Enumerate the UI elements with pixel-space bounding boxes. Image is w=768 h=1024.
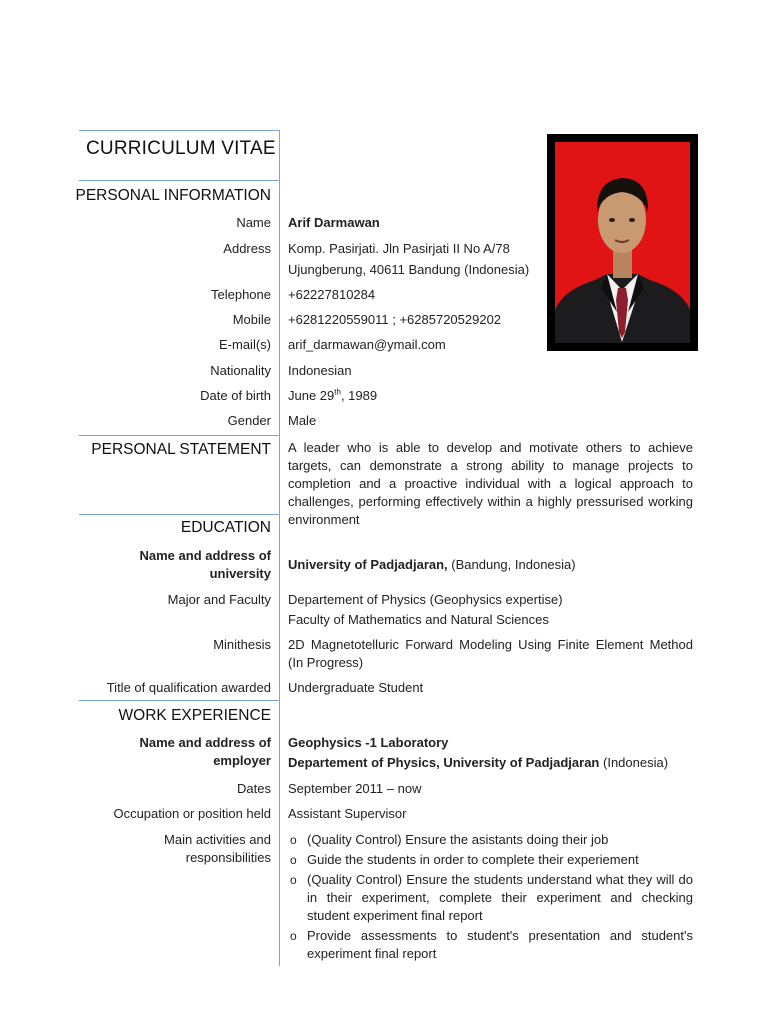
divider-work	[79, 700, 280, 701]
activity-item: o Provide assessments to student's presentation and student's experiment final report	[288, 927, 693, 963]
address-line-2: Ujungberung, 40611 Bandung (Indonesia)	[288, 262, 530, 277]
divider-personal	[79, 180, 280, 181]
dob-value	[288, 387, 693, 405]
activities-label: Main activities and responsibilities	[164, 832, 271, 865]
photo-background	[555, 142, 690, 343]
nationality-value: Indonesian	[288, 363, 352, 378]
dob-label: Date of birth	[200, 388, 271, 403]
email-label: E-mail(s)	[219, 337, 271, 352]
university-label: Name and address of university	[139, 548, 271, 581]
major-label: Major and Faculty	[167, 592, 271, 607]
mobile-label: Mobile	[232, 312, 271, 327]
divider-statement	[79, 435, 280, 436]
major-line-1: Departement of Physics (Geophysics expertise)	[288, 592, 563, 607]
employer-department: Departement of Physics, University of Padjadjaran	[288, 755, 600, 770]
dob-year: , 1989	[340, 388, 378, 403]
name-label: Name	[236, 215, 271, 230]
activity-item: o (Quality Control) Ensure the students understand what they will do in their experiment, complete their experiment and checking student experiment final report	[288, 871, 693, 925]
gender-label: Gender	[227, 413, 271, 428]
address-label: Address	[223, 241, 271, 256]
minithesis-value: 2D Magnetotelluric Forward Modeling Using Finite Element Method (In Progress)	[288, 637, 693, 670]
vertical-divider	[279, 130, 280, 966]
nationality-label: Nationality	[210, 363, 271, 378]
employer-line-2	[288, 754, 693, 772]
university-name: University of Padjadjaran,	[288, 557, 448, 572]
divider-education	[79, 514, 280, 515]
dob-month-day: June 29	[288, 388, 335, 403]
employer-line-1: Geophysics -1 Laboratory	[288, 735, 449, 750]
person-portrait-icon	[555, 142, 690, 343]
work-experience-heading: WORK EXPERIENCE	[118, 707, 271, 724]
telephone-label: Telephone	[211, 287, 271, 302]
personal-statement-heading: PERSONAL STATEMENT	[91, 441, 271, 458]
university-location: (Bandung, Indonesia)	[447, 557, 576, 572]
name-value: Arif Darmawan	[288, 215, 380, 230]
personal-statement-text: A leader who is able to develop and motivate others to achieve targets, can demonstrate a strong ability to manage projects to completion and a proactive individual with a logical approach to challenges, performing effectively within a highly pressurised working environment	[288, 440, 693, 527]
activity-item: o Guide the students in order to complete their experiement	[288, 851, 693, 869]
minithesis-label: Minithesis	[213, 637, 271, 652]
divider-top	[79, 130, 280, 131]
dob-suffix: th	[334, 387, 341, 397]
activity-item: o (Quality Control) Ensure the asistants doing their job	[288, 831, 693, 849]
major-line-2: Faculty of Mathematics and Natural Sciences	[288, 612, 549, 627]
dates-value: September 2011 – now	[288, 781, 422, 796]
qualification-value: Undergraduate Student	[288, 680, 424, 695]
page-title: CURRICULUM VITAE	[86, 138, 276, 159]
mobile-value: +6281220559011 ; +6285720529202	[288, 312, 502, 327]
employer-country: (Indonesia)	[599, 755, 669, 770]
activities-list	[288, 831, 693, 965]
employer-label: Name and address of employer	[139, 735, 271, 768]
personal-information-heading: PERSONAL INFORMATION	[75, 187, 271, 204]
education-heading: EDUCATION	[180, 519, 271, 536]
dates-label: Dates	[237, 781, 271, 796]
gender-value: Male	[288, 413, 317, 428]
occupation-value: Assistant Supervisor	[288, 806, 407, 821]
profile-photo	[547, 134, 698, 351]
university-value	[288, 556, 693, 574]
telephone-value: +62227810284	[288, 287, 376, 302]
email-value: arif_darmawan@ymail.com	[288, 337, 446, 352]
address-line-1: Komp. Pasirjati. Jln Pasirjati II No A/78	[288, 241, 510, 256]
qualification-label: Title of qualification awarded	[106, 680, 271, 695]
occupation-label: Occupation or position held	[113, 806, 271, 821]
